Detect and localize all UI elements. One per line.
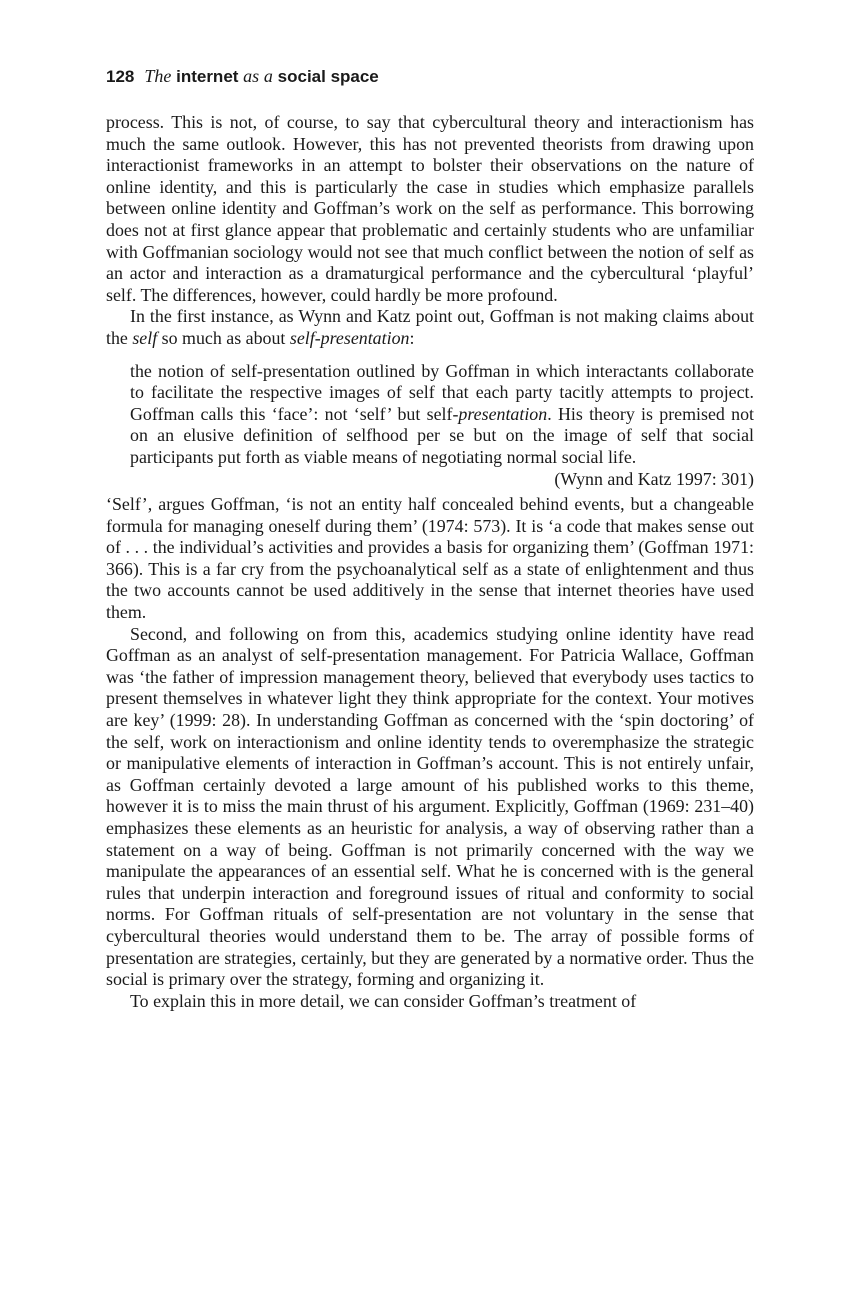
running-head-word-internet: internet	[171, 67, 244, 86]
running-head-word-as: as	[243, 66, 260, 86]
running-head-word-social-space: social space	[272, 67, 379, 86]
block-quote-text	[130, 361, 754, 469]
block-quote	[130, 361, 754, 491]
paragraph-2-text-c: :	[409, 327, 415, 348]
running-head-word-a: a	[263, 66, 273, 86]
paragraph-2-text-a: In the first instance, as Wynn and Katz point out, Goffman is not making claims about the	[106, 306, 754, 348]
paragraph-1: process. This is not, of course, to say that cybercultural theory and interactionism has much the same outlook. However, this has not prevented theorists from drawing upon interactionist frameworks in an attempt to bolster their observations on the nature of online identity, and this is particularly the case in studies which emphasize parallels between online identity and Goffman’s work on the self as performance. This borrowing does not at first glance appear that problematic and certainly students who are unfamiliar with Goffmanian sociology would not see that much conflict between the notion of self as an actor and interaction as a dramaturgical performance and the cybercultural ‘playful’ self. The differences, however, could hardly be more profound.	[106, 112, 754, 305]
block-quote-citation: (Wynn and Katz 1997: 301)	[554, 468, 754, 489]
running-head-word-the: The	[144, 66, 172, 86]
paragraph-2-emphasis-self-presentation: self-presentation	[289, 327, 410, 348]
block-quote-text-b: . His theory is premised not on an elusive definition of selfhood per se but on the image of self that social participants put forth as viable means of negotiating normal social life.	[130, 403, 754, 467]
paragraph-2	[106, 306, 754, 349]
paragraph-3: ‘Self’, argues Goffman, ‘is not an entity half concealed behind events, but a changeable formula for managing oneself during them’ (1974: 573). It is ‘a code that makes sense out of . . . the individual’s activities and provides a basis for organizing them’ (Goffman 1971: 366). This is a far cry from the psychoanalytical self as a state of enlightenment and thus the two accounts cannot be used additively in the sense that internet theories have used them.	[106, 494, 754, 623]
page-number: 128	[106, 67, 135, 86]
paragraph-2-emphasis-self: self	[132, 327, 158, 348]
paragraph-4: Second, and following on from this, academics studying online identity have read Goffman as an analyst of self-presentation management. For Patricia Wallace, Goffman was ‘the father of impression management theory, believed that everybody uses tactics to present themselves in whatever light they think appropriate for the context. Your motives are key’ (1999: 28). In understanding Goffman as concerned with the ‘spin doctoring’ of the self, work on interactionism and online identity tends to overemphasize the strategic or manipulative elements of interaction in Goffman’s account. This is not entirely unfair, as Goffman certainly devoted a large amount of his published works to this theme, however it is to miss the main thrust of his argument. Explicitly, Goffman (1969: 231–40) emphasizes these elements as an heuristic for analysis, a way of observing rather than a statement on a way of being. Goffman is not primarily concerned with the way we manipulate the appearances of an essential self. What he is concerned with is the general rules that underpin interaction and foreground issues of ritual and conformity to social norms. For Goffman rituals of self-presentation are not voluntary in the sense that cybercultural theories would understand them to be. The array of possible forms of presentation are strategies, certainly, but they are generated by a normative order. Thus the social is primary over the strategy, forming and organizing it.	[106, 623, 754, 990]
block-quote-text-a: the notion of self-presentation outlined by Goffman in which interactants collaborate to facilitate the respective images of self that each party tacitly attempts to project. Goffman calls this ‘face’: not ‘self’ but self-	[130, 360, 754, 424]
body-text	[106, 112, 754, 1012]
paragraph-5: To explain this in more detail, we can consider Goffman’s treatment of	[130, 990, 637, 1011]
running-head	[106, 66, 766, 87]
block-quote-emphasis: presentation	[458, 403, 548, 424]
paragraph-2-text-b: so much as about	[157, 327, 290, 348]
